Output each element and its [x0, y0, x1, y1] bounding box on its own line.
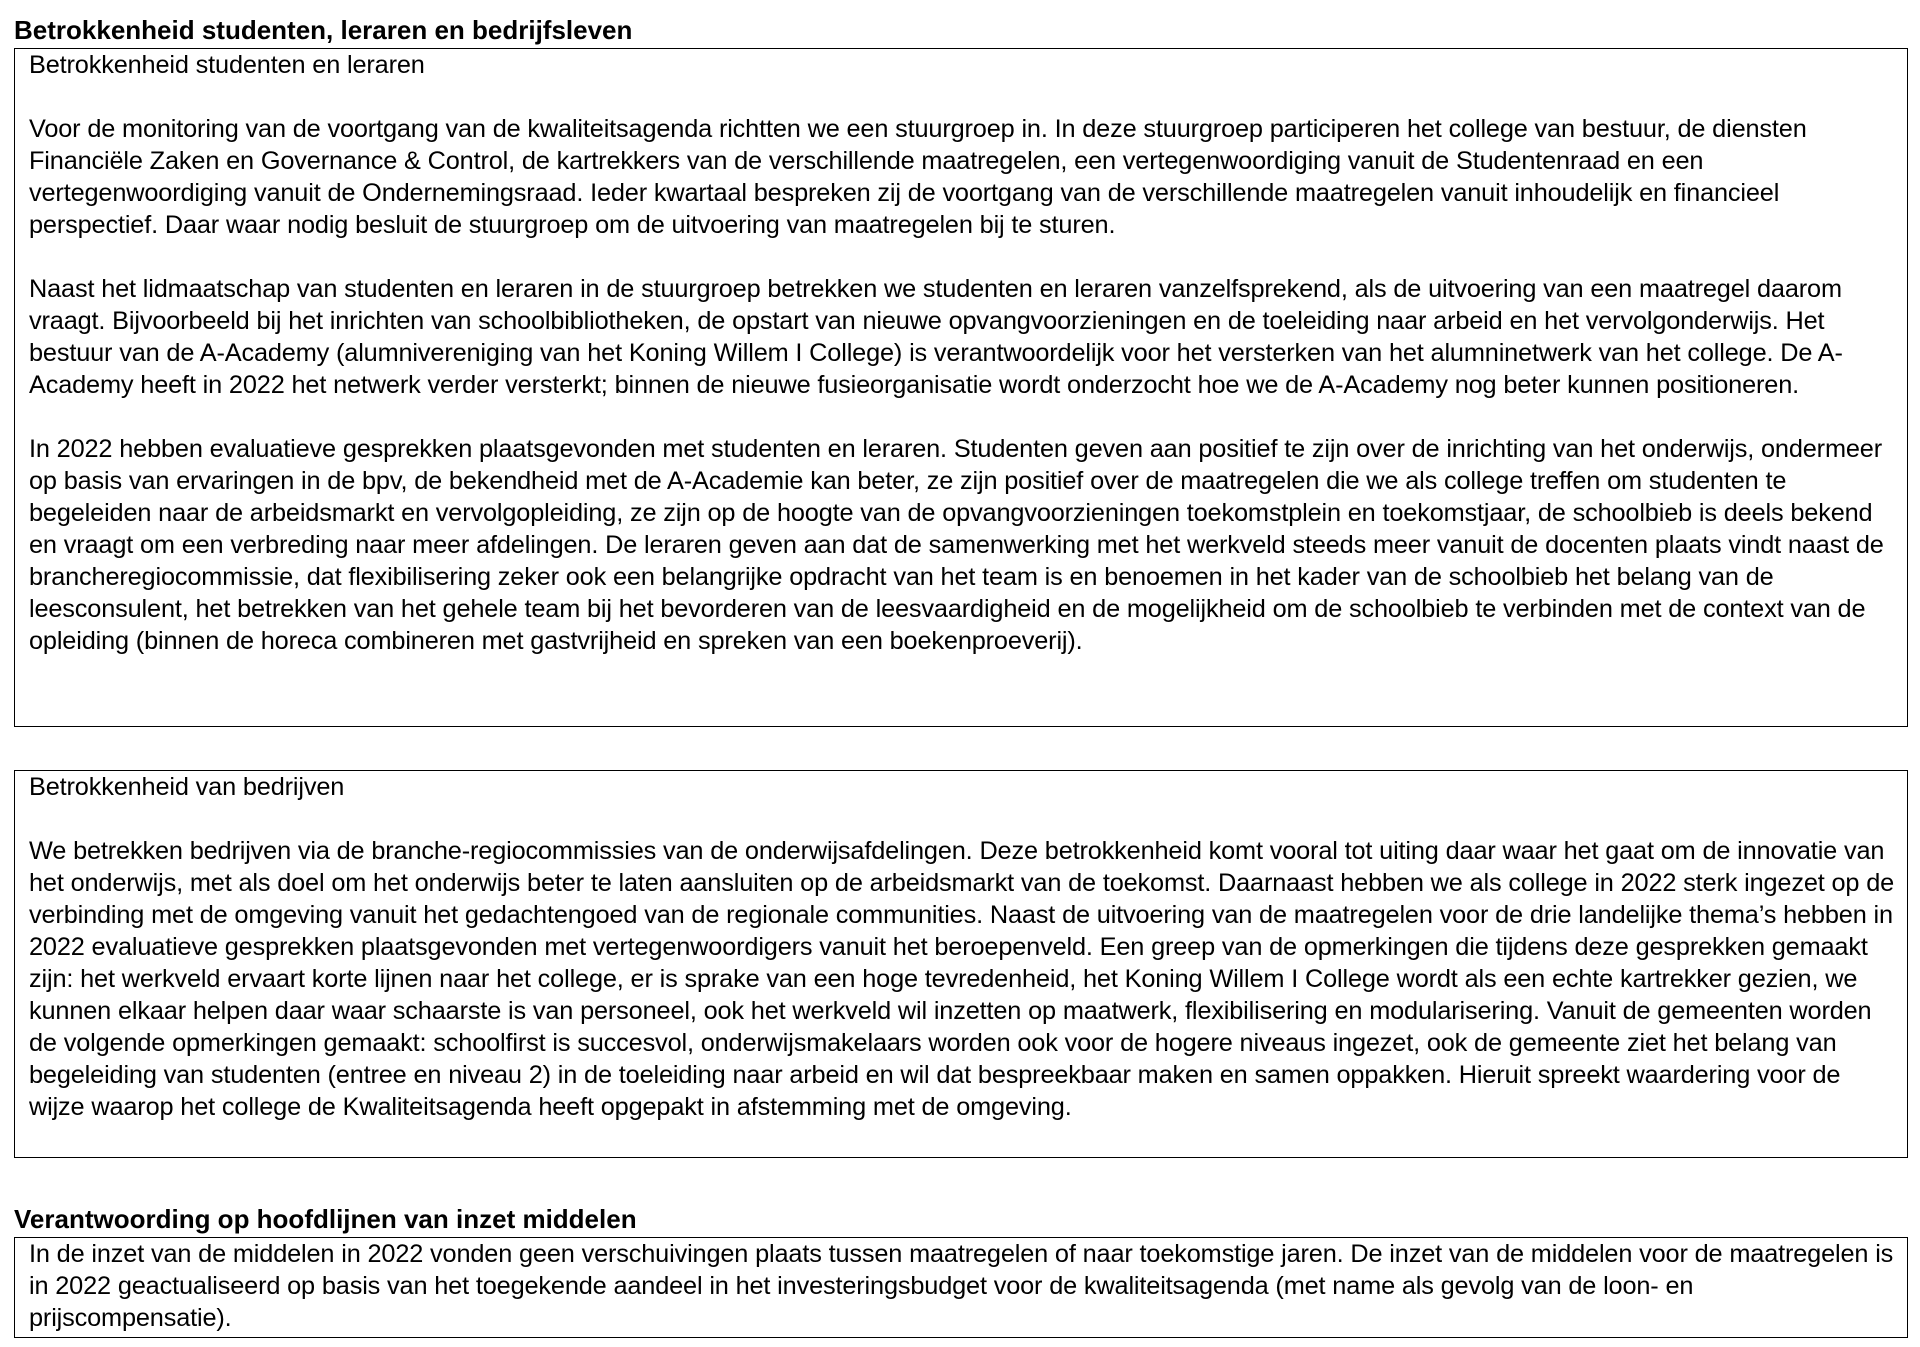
document-page [14, 14, 1908, 1338]
paragraph-stuurgroep: Voor de monitoring van de voortgang van de kwaliteitsagenda richtten we een stuurgroep in. In deze stuurgroep participeren het college van bestuur, de diensten Financiële Zaken en Governance & Control, de kartrekkers van de verschillende maatregelen, een vertegenwoordiging vanuit de Studentenraad en een vertegenwoordiging vanuit de Ondernemingsraad. Ieder kwartaal bespreken zij de voortgang van de verschillende maatregelen vanuit inhoudelijk en financieel perspectief. Daar waar nodig besluit de stuurgroep om de uitvoering van maatregelen bij te sturen. [29, 115, 1807, 239]
section-heading-verantwoording: Verantwoording op hoofdlijnen van inzet middelen [14, 1204, 637, 1234]
paragraph-bedrijven: We betrekken bedrijven via de branche-regiocommissies van de onderwijsafdelingen. Deze betrokkenheid komt vooral tot uiting daar waar het gaat om de innovatie van het onderwijs, met als doel om het onderwijs beter te laten aansluiten op de arbeidsmarkt van de toekomst. Daarnaast hebben we als college in 2022 sterk ingezet op de verbinding met de omgeving vanuit het gedachtengoed van de regionale communities. Naast de uitvoering van de maatregelen voor de drie landelijke thema’s hebben in 2022 evaluatieve gesprekken plaatsgevonden met vertegenwoordigers vanuit het beroepenveld. Een greep van de opmerkingen die tijdens deze gesprekken gemaakt zijn: het werkveld ervaart korte lijnen naar het college, er is sprake van een hoge tevredenheid, het Koning Willem I College wordt als een echte kartrekker gezien, we kunnen elkaar helpen daar waar schaarste is van personeel, ook het werkveld wil inzetten op maatwerk, flexibilisering en modularisering. Vanuit de gemeenten worden de volgende opmerkingen gemaakt: schoolfirst is succesvol, onderwijsmakelaars worden ook voor de hogere niveaus ingezet, ook de gemeente ziet het belang van begeleiding van studenten (entree en niveau 2) in de toeleiding naar arbeid en wil dat bespreekbaar maken en samen oppakken. Hieruit spreekt waardering voor de wijze waarop het college de Kwaliteitsagenda heeft opgepakt in afstemming met de omgeving. [29, 837, 1895, 1121]
subheading-students-teachers: Betrokkenheid studenten en leraren [29, 51, 425, 79]
paragraph-lidmaatschap: Naast het lidmaatschap van studenten en leraren in de stuurgroep betrekken we studenten en leraren vanzelfsprekend, als de uitvoering van een maatregel daarom vraagt. Bijvoorbeeld bij het inrichten van schoolbibliotheken, de opstart van nieuwe opvangvoorzieningen en de toeleiding naar arbeid en het vervolgonderwijs. Het bestuur van de A-Academy (alumnivereniging van het Koning Willem I College) is verantwoordelijk voor het versterken van het alumninetwerk van het college. De A-Academy heeft in 2022 het netwerk verder versterkt; binnen de nieuwe fusieorganisatie wordt onderzocht hoe we de A-Academy nog beter kunnen positioneren. [29, 275, 1843, 399]
subheading-companies: Betrokkenheid van bedrijven [29, 773, 345, 801]
box-companies [14, 770, 1908, 1158]
box-inzet-middelen [14, 1237, 1908, 1338]
section-heading-betrokkenheid: Betrokkenheid studenten, leraren en bedrijfsleven [14, 15, 633, 45]
box-students-teachers [14, 48, 1908, 727]
paragraph-inzet-middelen: In de inzet van de middelen in 2022 vonden geen verschuivingen plaats tussen maatregelen of naar toekomstige jaren. De inzet van de middelen voor de maatregelen is in 2022 geactualiseerd op basis van het toegekende aandeel in het investeringsbudget voor de kwaliteitsagenda (met name als gevolg van de loon- en prijscompensatie). [29, 1240, 1894, 1332]
paragraph-evaluatieve-gesprekken: In 2022 hebben evaluatieve gesprekken plaatsgevonden met studenten en leraren. Studenten geven aan positief te zijn over de inrichting van het onderwijs, ondermeer op basis van ervaringen in de bpv, de bekendheid met de A-Academie kan beter, ze zijn positief over de maatregelen die we als college treffen om studenten te begeleiden naar de arbeidsmarkt en vervolgopleiding, ze zijn op de hoogte van de opvangvoorzieningen toekomstplein en toekomstjaar, de schoolbieb is deels bekend en vraagt om een verbreding naar meer afdelingen. De leraren geven aan dat de samenwerking met het werkveld steeds meer vanuit de docenten plaats vindt naast de brancheregiocommissie, dat flexibilisering zeker ook een belangrijke opdracht van het team is en benoemen in het kader van de schoolbieb het belang van de leesconsulent, het betrekken van het gehele team bij het bevorderen van de leesvaardigheid en de mogelijkheid om de schoolbieb te verbinden met de context van de opleiding (binnen de horeca combineren met gastvrijheid en spreken van een boekenproeverij). [29, 435, 1884, 655]
